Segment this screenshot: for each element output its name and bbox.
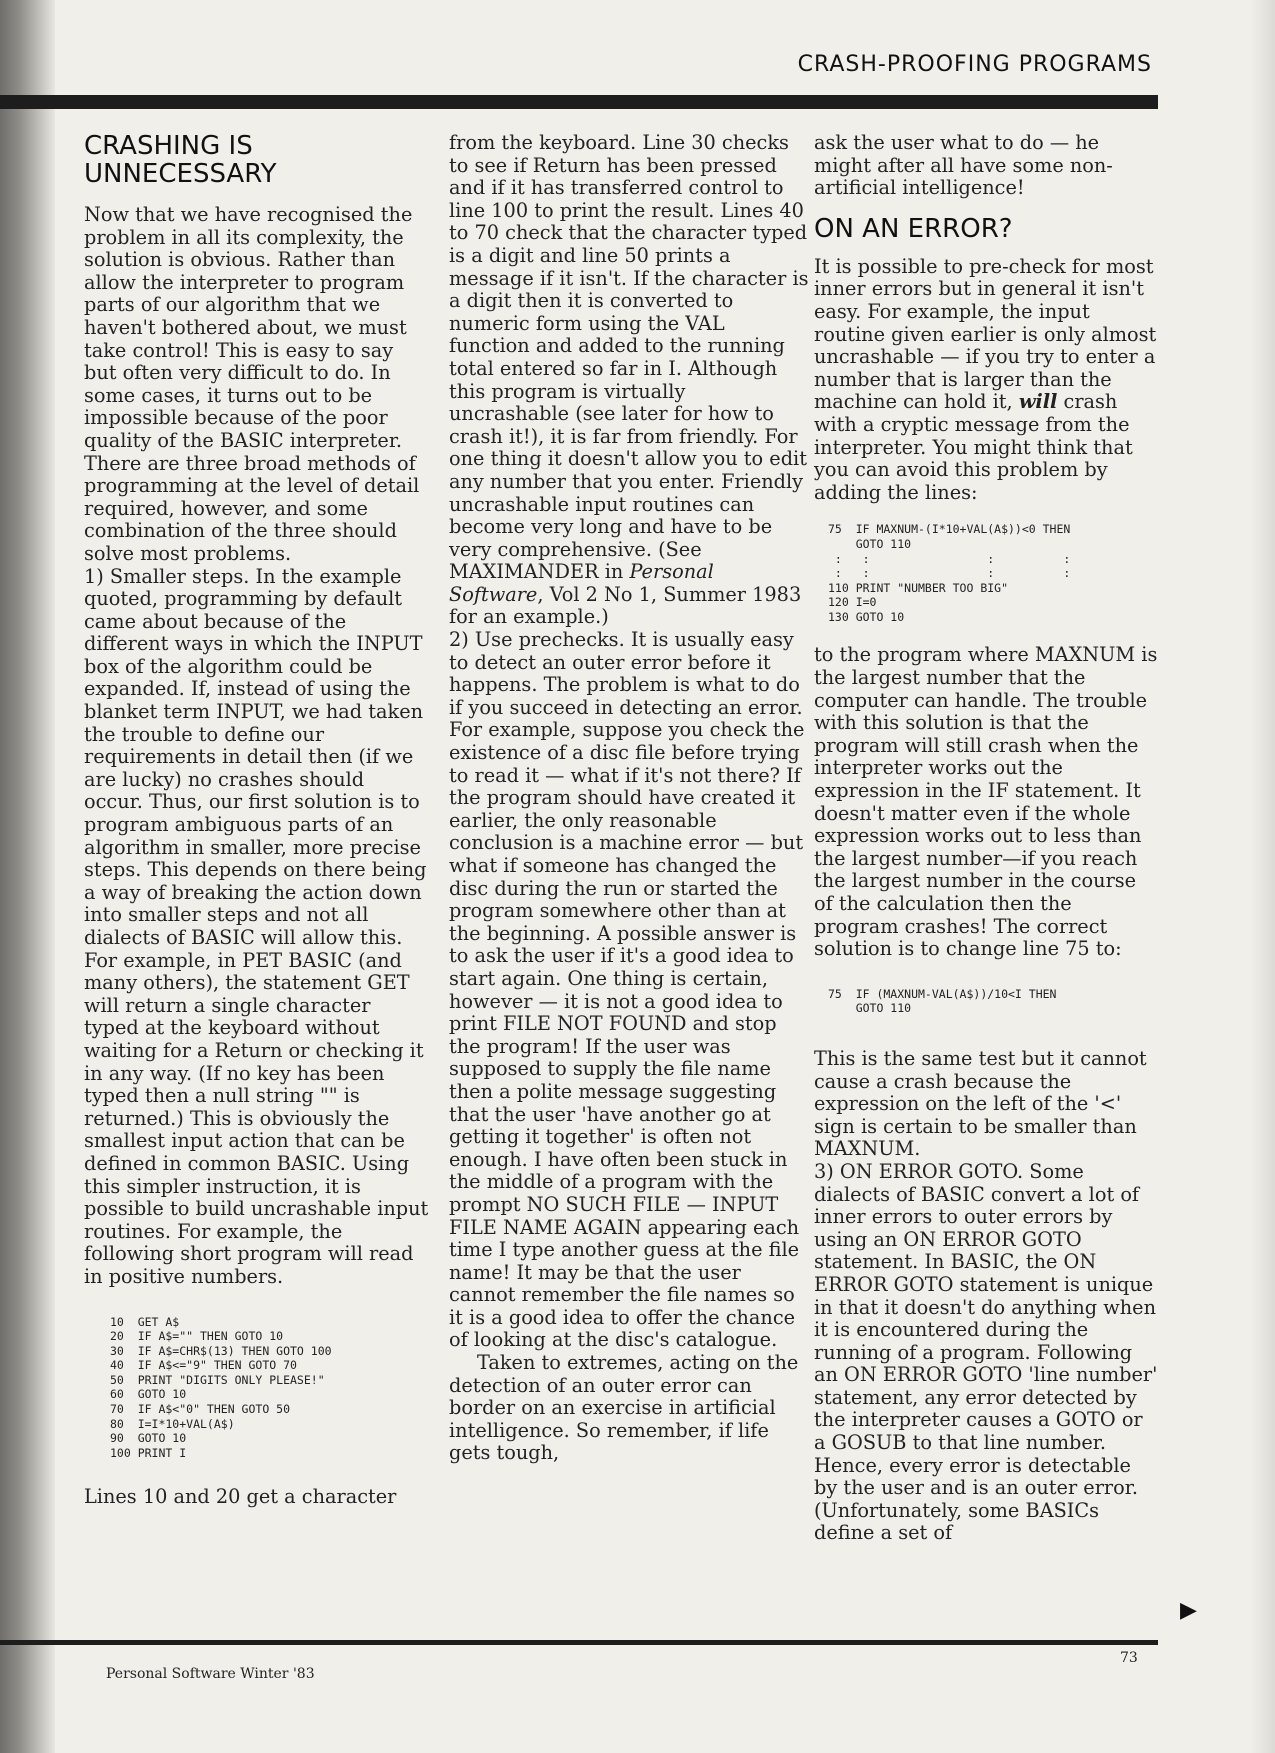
footer-magazine: Personal Software Winter '83 (106, 1666, 315, 1682)
paragraph: from the keyboard. Line 30 checks to see if Return has been pressed and if it has transferred control to line 100 to print the result. Lines 40 to 70 check that the character typed is a digit and line 50 prints a message if it isn't. If the character is a digit then it is converted to numeric form using the VAL function and added to the running total entered so far in I. Although this program is virtually uncrashable (see later for how to crash it!), it is far from friendly. For one thing it doesn't allow you to edit any number that you enter. Friendly uncrashable input routines can become very long and have to be very comprehensive. (See MAXIMANDER in Personal Software, Vol 2 No 1, Summer 1983 for an example.) (449, 131, 809, 629)
column-2 (449, 132, 809, 1465)
paragraph: It is possible to pre-check for most inner errors but in general it isn't easy. For example, the input routine given earlier is only almost uncrashable — if you try to enter a number that is larger than the machine can hold it, will crash with a cryptic message from the interpreter. You might think that you can avoid this problem by adding the lines: (814, 254, 1157, 504)
column-3 (814, 132, 1159, 1545)
paragraph: 3) ON ERROR GOTO. Some dialects of BASIC convert a lot of inner errors to outer errors by using an ON ERROR GOTO statement. In BASIC, the ON ERROR GOTO statement is unique in that it doesn't do anything when it is encountered during the running of a program. Following an ON ERROR GOTO 'line number' statement, any error detected by the interpreter causes a GOTO or a GOSUB to that line number. Hence, every error is detectable by the user and is an outer error. (Unfortunately, some BASICs define a set of (814, 1159, 1158, 1545)
paragraph: ask the user what to do — he might after all have some non-artificial intelligence! (814, 131, 1113, 200)
paragraph: 1) Smaller steps. In the example quoted, programming by default came about because of the different ways in which the INPUT box of the algorithm could be expanded. If, instead of using the blanket term INPUT, we had taken the trouble to define our requirements in detail then (if we are lucky) no crashes should occur. Thus, our first solution is to program ambiguous parts of an algorithm in smaller, more precise steps. This depends on there being a way of breaking the action down into smaller steps and not all dialects of BASIC will allow this. For example, in PET BASIC (and many others), the statement GET will return a single character typed at the keyboard without waiting for a Return or checking it in any way. (If no key has been typed then a null string "" is returned.) This is obviously the smallest input action that can be defined in common BASIC. Using this simpler instruction, it is possible to build uncrashable input routines. For example, the following short program will read in positive numbers. (84, 564, 429, 1288)
paragraph: Taken to extremes, acting on the detection of an outer error can border on an exercise in artificial intelligence. So remember, if life gets tough, (449, 1351, 799, 1465)
continue-arrow-icon: ▶ (1180, 1598, 1197, 1623)
top-rule (0, 95, 1158, 109)
emphasis: will (1018, 390, 1058, 414)
page-edge (1251, 0, 1275, 1753)
code-listing: 75 IF MAXNUM-(I*10+VAL(A$))<0 THEN GOTO 110 : : : : : : : : 110 PRINT "NUMBER TOO BIG" 120 I=0 130 GOTO 10 (828, 522, 1071, 624)
column-1 (84, 132, 429, 1509)
article-heading: CRASHING IS UNNECESSARY (84, 131, 277, 189)
magazine-title: Personal Software (449, 560, 714, 606)
paragraph: Now that we have recognised the problem in all its complexity, the solution is obvious. Rather than allow the interpreter to program parts of our algorithm that we haven't bothered about, we must take control! This is easy to say but often very difficult to do. In some cases, it turns out to be impossible because of the poor quality of the BASIC interpreter. There are three broad methods of programming at the level of detail required, however, and some combination of the three should solve most problems. (84, 203, 420, 565)
code-listing: 75 IF (MAXNUM-VAL(A$))/10<I THEN GOTO 110 (828, 986, 1057, 1016)
page-number: 73 (1120, 1650, 1138, 1666)
paragraph: This is the same test but it cannot cause a crash because the expression on the left of the '<' sign is certain to be smaller than MAXNUM. (814, 1046, 1147, 1161)
paragraph: Lines 10 and 20 get a character (84, 1485, 397, 1509)
binding-gutter (0, 0, 55, 1753)
paragraph: to the program where MAXNUM is the largest number that the computer can handle. The trouble with this solution is that the program will still crash when the interpreter works out the expression in the IF statement. It doesn't matter even if the whole expression works out to less than the largest number—if you reach the largest number in the course of the calculation then the program crashes! The correct solution is to change line 75 to: (814, 643, 1158, 961)
section-title: CRASH-PROOFING PROGRAMS (797, 52, 1152, 77)
bottom-rule (0, 1640, 1158, 1645)
section-heading: ON AN ERROR? (814, 213, 1013, 244)
code-listing: 10 GET A$ 20 IF A$="" THEN GOTO 10 30 IF A$=CHR$(13) THEN GOTO 100 40 IF A$<="9" THEN GOTO 70 50 PRINT "DIGITS ONLY PLEASE!" 60 GOTO 10 70 IF A$<"0" THEN GOTO 50 80 I=I*10+VAL(A$) 90 GOTO 10 100 PRINT I (110, 1314, 332, 1460)
paragraph: 2) Use prechecks. It is usually easy to detect an outer error before it happens. The problem is what to do if you succeed in detecting an error. For example, suppose you check the existence of a disc file before trying to read it — what if it's not there? If the program should have created it earlier, the only reasonable conclusion is a machine error — but what if someone has changed the disc during the run or started the program somewhere other than at the beginning. A possible answer is to ask the user if it's a good idea to start again. One thing is certain, however — it is not a good idea to print FILE NOT FOUND and stop the program! If the user was supposed to supply the file name then a polite message suggesting that the user 'have another go at getting it together' is often not enough. I have often been stuck in the middle of a program with the prompt NO SUCH FILE — INPUT FILE NAME AGAIN appearing each time I type another guess at the file name! It may be that the user cannot remember the file names so it is a good idea to offer the chance of looking at the disc's catalogue. (449, 628, 805, 1352)
